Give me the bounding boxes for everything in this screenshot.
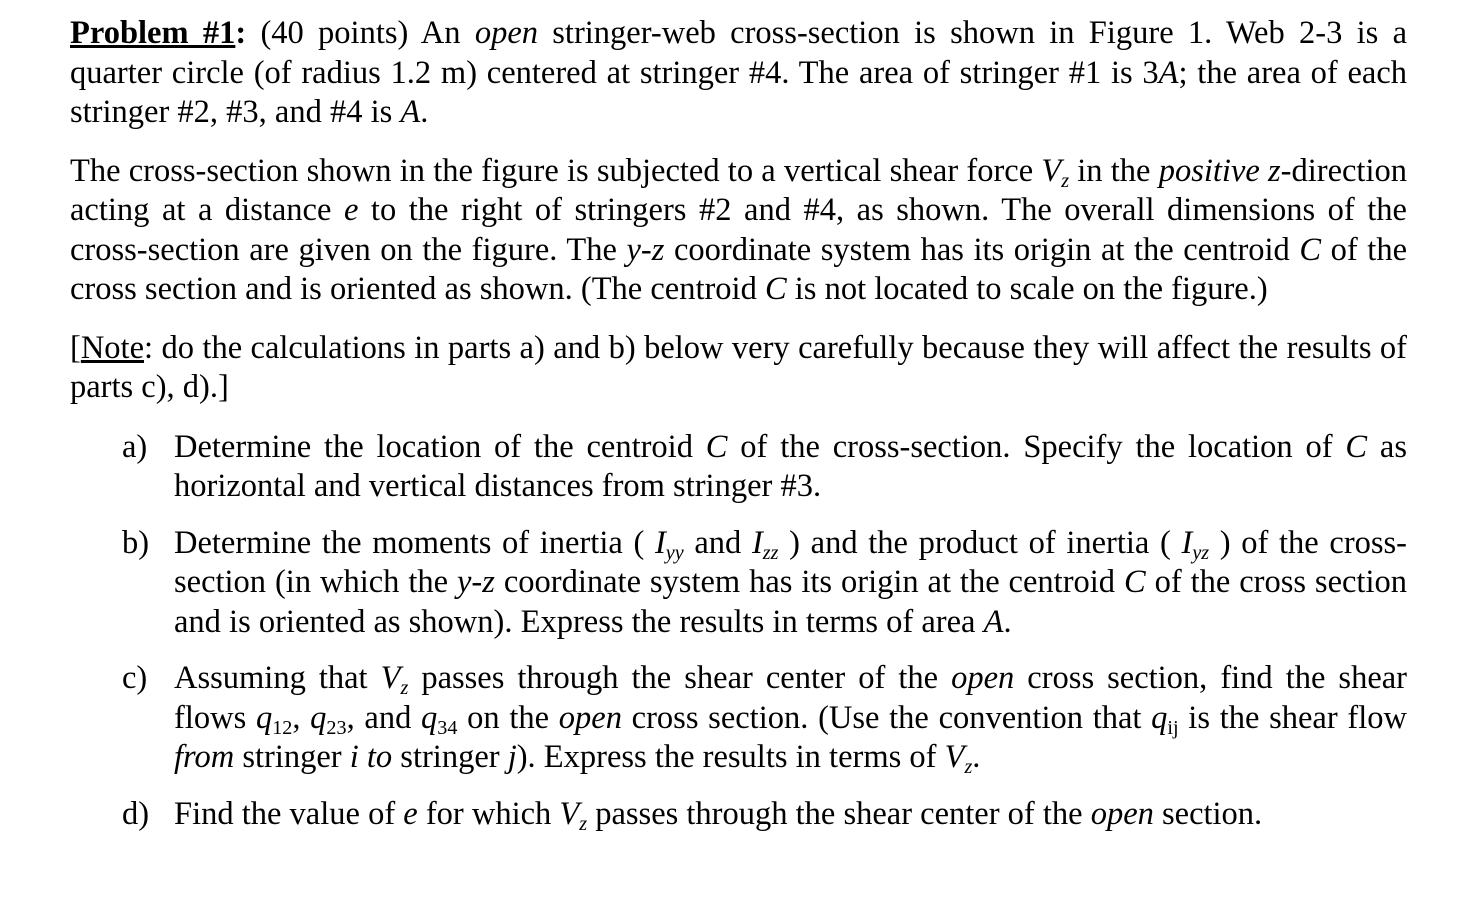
shear-flow-symbol: q [421, 699, 438, 736]
text-run: section. [1153, 795, 1263, 832]
statement-text: stringer-web cross-section is shown in Figure 1. Web 2-3 is a quarter circle (of radius 1.2 m) centered at stringer #4. The area of stringer #1 is 3 [70, 15, 1407, 91]
text-run: ) and the product of inertia ( [778, 524, 1182, 561]
index-i-emphasis: i to [349, 739, 393, 775]
note-label [70, 330, 144, 366]
text-run: and [683, 524, 752, 561]
open-emphasis: open [1090, 795, 1154, 832]
item-label: d) [122, 795, 150, 832]
inertia-symbol: I [1181, 524, 1193, 561]
item-label: c) [122, 660, 148, 696]
text-run: of the cross section and is oriented as shown. (The centroid [70, 231, 1408, 307]
area-symbol: A [1158, 54, 1179, 91]
text-run: passes through the shear center of the [408, 660, 952, 696]
item-text [174, 795, 1407, 835]
open-emphasis: open [951, 660, 1015, 696]
shear-symbol: V [1041, 152, 1062, 189]
inertia-symbol: I [751, 524, 763, 561]
text-run: coordinate system has its origin at the centroid [664, 231, 1300, 268]
shear-flow-subscript: 12 [272, 716, 293, 739]
shear-flow-symbol: q [310, 699, 327, 736]
inertia-symbol: I [654, 524, 666, 561]
positive-z-emphasis: positive z [1158, 152, 1281, 189]
open-emphasis: open [474, 15, 538, 51]
statement-text: . [420, 94, 429, 130]
text-run: of the cross section and is oriented as shown). Express the results in terms of area [174, 564, 1407, 640]
list-item [70, 795, 1407, 835]
text-run: . [972, 739, 981, 775]
shear-flow-subscript: 34 [437, 716, 458, 739]
text-run: coordinate system has its origin at the centroid [494, 564, 1124, 600]
list-item [70, 428, 1407, 507]
item-text [174, 524, 1407, 643]
list-item [70, 524, 1407, 643]
shear-subscript: z [964, 756, 973, 779]
area-symbol: A [983, 603, 1004, 640]
shear-subscript: z [579, 812, 588, 835]
text-run: stringer [392, 739, 508, 775]
text-run: ). Express the results in terms of [516, 739, 945, 775]
text-run: . [1003, 603, 1012, 640]
centroid-symbol: C [705, 428, 728, 465]
shear-symbol: V [944, 739, 965, 775]
item-text [174, 428, 1407, 507]
heading-colon: : [235, 15, 247, 51]
text-run: , [292, 699, 311, 736]
shear-flow-subscript: 23 [326, 716, 347, 739]
points-text: (40 points) An [246, 15, 475, 51]
coordinate-symbol: y-z [626, 231, 665, 268]
text-run: as horizontal and vertical distances from stringer #3. [174, 428, 1407, 504]
shear-subscript: z [400, 677, 409, 700]
text-run: for which [417, 795, 560, 832]
text-run: The cross-section shown in the figure is subjected to a vertical shear force [70, 152, 1042, 189]
text-run: to the right of stringers #2 and #4, as shown. The overall dimensions of the cross-section are given on the figure. The [70, 192, 1407, 268]
note-word: Note [80, 329, 145, 366]
inertia-subscript: yy [665, 541, 684, 564]
text-run: Determine the moments of inertia ( [174, 524, 655, 561]
text-run: -direction acting at a distance [70, 152, 1407, 228]
text-run: ) of the cross-section (in which the [174, 524, 1408, 600]
from-emphasis: from [174, 739, 235, 775]
text-run: Find the value of [174, 795, 404, 832]
centroid-symbol: C [1123, 564, 1146, 600]
task-list [70, 428, 1407, 835]
centroid-symbol: C [764, 271, 787, 307]
text-run: stringer [234, 739, 350, 775]
text-run: : do the calculations in parts a) and b) below very carefully because they will affect the results of parts c), d).] [70, 329, 1407, 405]
centroid-symbol: C [1299, 231, 1322, 268]
shear-symbol: V [559, 795, 580, 832]
loading-description [70, 152, 1407, 310]
text-run: Determine the location of the centroid [174, 428, 706, 465]
statement-text: ; the area of each stringer #2, #3, and #4 is [70, 54, 1407, 130]
coordinate-symbol: y-z [457, 564, 495, 600]
text-run: cross section, find the shear flows [174, 660, 1408, 736]
shear-subscript: z [1061, 169, 1070, 192]
distance-symbol: e [403, 795, 418, 832]
item-label: b) [122, 524, 150, 561]
text-run: cross section. (Use the convention that [621, 699, 1152, 736]
shear-flow-symbol: q [255, 699, 273, 736]
centroid-symbol: C [1345, 428, 1368, 465]
note-bracket: [ [70, 329, 81, 366]
note-paragraph [70, 329, 1407, 408]
distance-symbol: e [343, 192, 359, 228]
text-run: is the shear flow [1178, 699, 1407, 736]
text-run: of the cross-section. Specify the location of [727, 428, 1346, 465]
text-run: on the [457, 699, 559, 736]
shear-symbol: V [380, 660, 401, 696]
shear-flow-symbol: q [1151, 699, 1168, 736]
text-run: in the [1069, 152, 1159, 189]
problem-statement [70, 14, 1407, 133]
text-run: Assuming that [174, 660, 381, 696]
item-text [174, 659, 1407, 778]
open-emphasis: open [558, 699, 622, 736]
area-symbol: A [400, 94, 421, 130]
inertia-subscript: zz [762, 541, 779, 564]
text-run: is not located to scale on the figure.) [786, 271, 1268, 307]
list-item [70, 659, 1407, 778]
text-run: , and [346, 699, 422, 736]
shear-flow-subscript: ij [1167, 716, 1179, 739]
inertia-subscript: yz [1192, 541, 1210, 564]
index-j-emphasis: j [507, 739, 517, 775]
problem-heading: Problem #1 [70, 15, 236, 51]
item-label: a) [122, 428, 148, 465]
text-run: passes through the shear center of the [587, 795, 1091, 832]
